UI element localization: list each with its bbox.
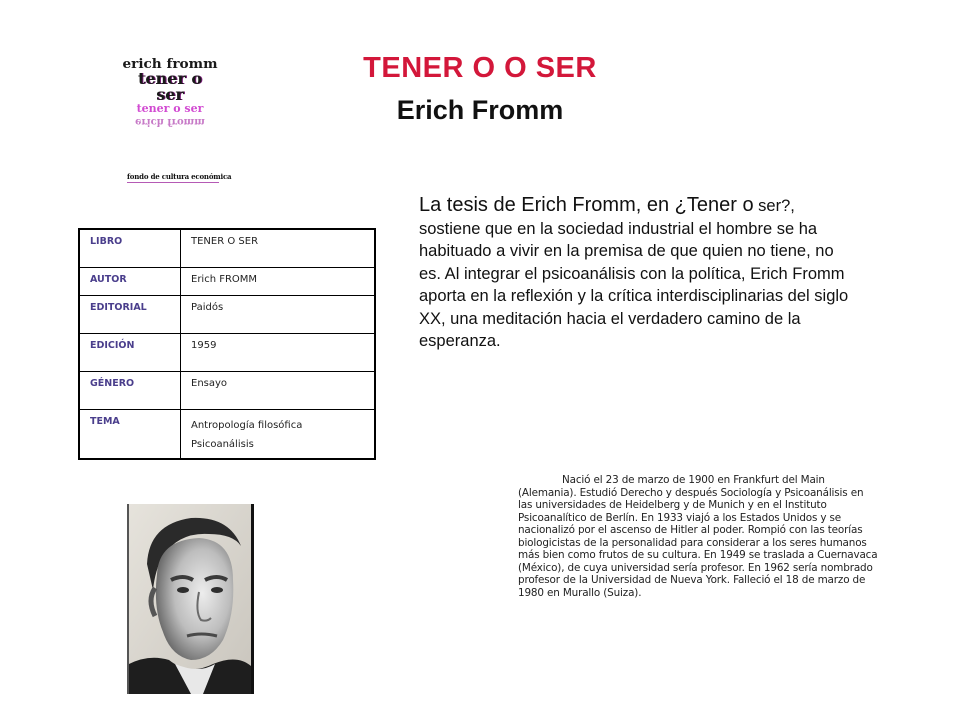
- table-value-line: Psicoanálisis: [191, 438, 254, 450]
- biography-paragraph: [518, 474, 880, 599]
- logo-title-line: tener o ser: [137, 69, 203, 104]
- table-key: EDITORIAL: [79, 295, 181, 333]
- table-value: Paidós: [181, 295, 376, 333]
- table-row: [79, 267, 375, 295]
- table-key: LIBRO: [79, 229, 181, 267]
- table-value: 1959: [181, 333, 376, 371]
- book-cover-logo: [122, 57, 218, 127]
- biography-text: Nació el 23 de marzo de 1900 en Frankfurt del Main (Alemania). Estudió Derecho y después Sociología y Psicoanálisis en las universidades de Heidelberg y de Munich y en el Instituto Psicoanalítico de Berlín. En 1933 viajó a los Estados Unidos y se nacionalizó por el ascenso de Hitler al poder. Rompió con las teorías biologicistas de la personalidad para considerar a los seres humanos más bien como frutos de su cultura. En 1949 se traslada a Cuernavaca (México), de cuya universidad sería profesor. En 1962 sería nombrado profesor de la Universidad de Nueva York. Falleció el 18 de marzo de 1980 en Murallo (Suiza).: [518, 474, 878, 599]
- table-value: [181, 409, 376, 459]
- portrait-icon: [129, 504, 251, 694]
- table-row: [79, 409, 375, 459]
- table-row: [79, 229, 375, 267]
- table-row: [79, 371, 375, 409]
- table-value-line: Antropología filosófica: [191, 419, 303, 431]
- intro-body: ser?, sostiene que en la sociedad industrial el hombre se ha habituado a vivir en la premisa de que quien no tiene, no es. Al integrar el psicoanálisis con la política, Erich Fromm aporta en la reflexión y la crítica interdisciplinarias del siglo XX, una meditación hacia el verdadero camino de la esperanza.: [419, 197, 849, 350]
- table-key: AUTOR: [79, 267, 181, 295]
- intro-lead: La tesis de Erich Fromm, en ¿Tener o: [419, 194, 754, 216]
- table-key: TEMA: [79, 409, 181, 459]
- publisher-label: fondo de cultura económica: [127, 172, 232, 181]
- intro-paragraph: [419, 194, 859, 353]
- logo-author-line: erich fromm: [122, 57, 218, 72]
- logo-title-echo: tener o ser: [136, 102, 204, 115]
- book-info-table: [78, 228, 376, 460]
- table-row: [79, 333, 375, 371]
- table-row: [79, 295, 375, 333]
- table-value: Ensayo: [181, 371, 376, 409]
- table-key: EDICIÓN: [79, 333, 181, 371]
- table-key: GÉNERO: [79, 371, 181, 409]
- logo-author-echo: erich fromm: [135, 116, 205, 127]
- table-value: Erich FROMM: [181, 267, 376, 295]
- table-value: TENER O SER: [181, 229, 376, 267]
- page-title: TENER O O SER: [363, 52, 597, 84]
- author-portrait-photo: [127, 504, 254, 694]
- page-subtitle: Erich Fromm: [396, 95, 564, 125]
